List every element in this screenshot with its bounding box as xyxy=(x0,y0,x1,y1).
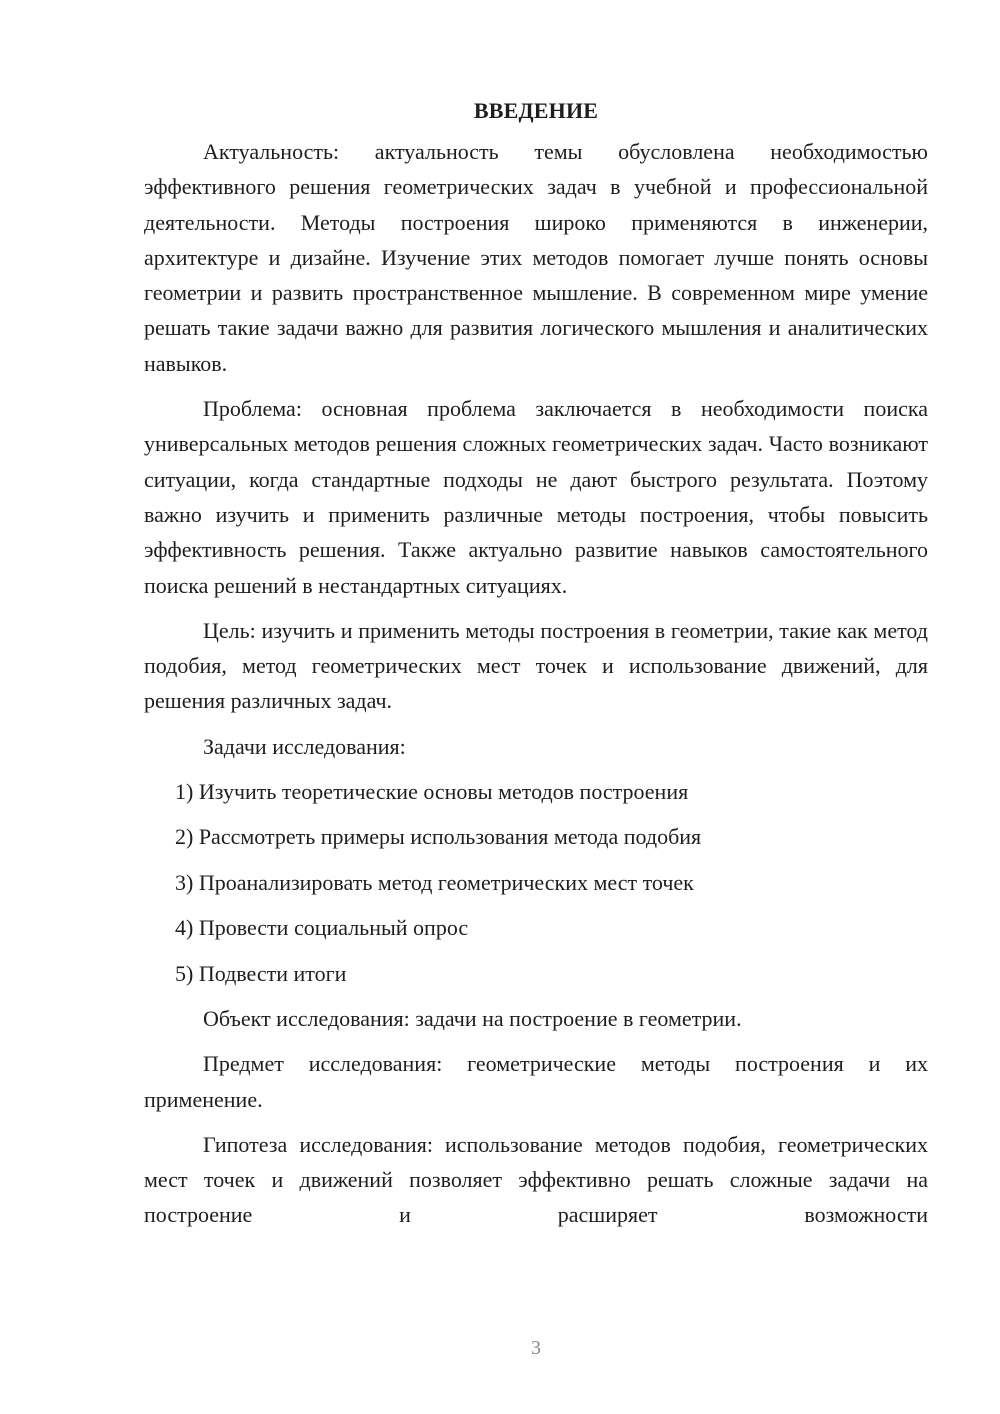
list-item: 5) Подвести итоги xyxy=(175,960,347,986)
list-item: 2) Рассмотреть примеры использования метода подобия xyxy=(175,824,702,850)
paragraph-subject: Предмет исследования: геометрические методы построения и их применение. xyxy=(144,1051,928,1112)
page-content xyxy=(144,93,928,1243)
paragraph-hypothesis: Гипотеза исследования: использование методов подобия, геометрических мест точек и движений позволяет эффективно решать сложные задачи на построение и расширяет возможности xyxy=(144,1131,928,1228)
list-item: 1) Изучить теоретические основы методов построения xyxy=(175,778,689,804)
list-item: 3) Проанализировать метод геометрических мест точек xyxy=(175,869,694,895)
paragraph-relevance: Актуальность: актуальность темы обусловлена необходимостью эффективного решения геометрических задач в учебной и профессиональной деятельности. Методы построения широко применяются в инженерии, архитектуре и дизайне. Изучение этих методов помогает лучше понять основы геометрии и развить пространственное мышление. В современном мире умение решать такие задачи важно для развития логического мышления и аналитических навыков. xyxy=(144,139,928,376)
paragraph-object: Объект исследования: задачи на построение в геометрии. xyxy=(203,1006,742,1032)
page-number: 3 xyxy=(531,1337,541,1359)
list-item: 4) Провести социальный опрос xyxy=(175,915,469,941)
tasks-heading: Задачи исследования: xyxy=(203,733,406,759)
paragraph-goal: Цель: изучить и применить методы построения в геометрии, такие как метод подобия, метод геометрических мест точек и использование движений, для решения различных задач. xyxy=(144,617,928,714)
paragraph-problem: Проблема: основная проблема заключается в необходимости поиска универсальных методов решения сложных геометрических задач. Часто возникают ситуации, когда стандартные подходы не дают быстрого результата. Поэтому важно изучить и применить различные методы построения, чтобы повысить эффективность решения. Также актуально развитие навыков самостоятельного поиска решений в нестандартных ситуациях. xyxy=(144,396,928,598)
page-title: ВВЕДЕНИЕ xyxy=(473,98,599,123)
tasks-list xyxy=(144,774,928,991)
